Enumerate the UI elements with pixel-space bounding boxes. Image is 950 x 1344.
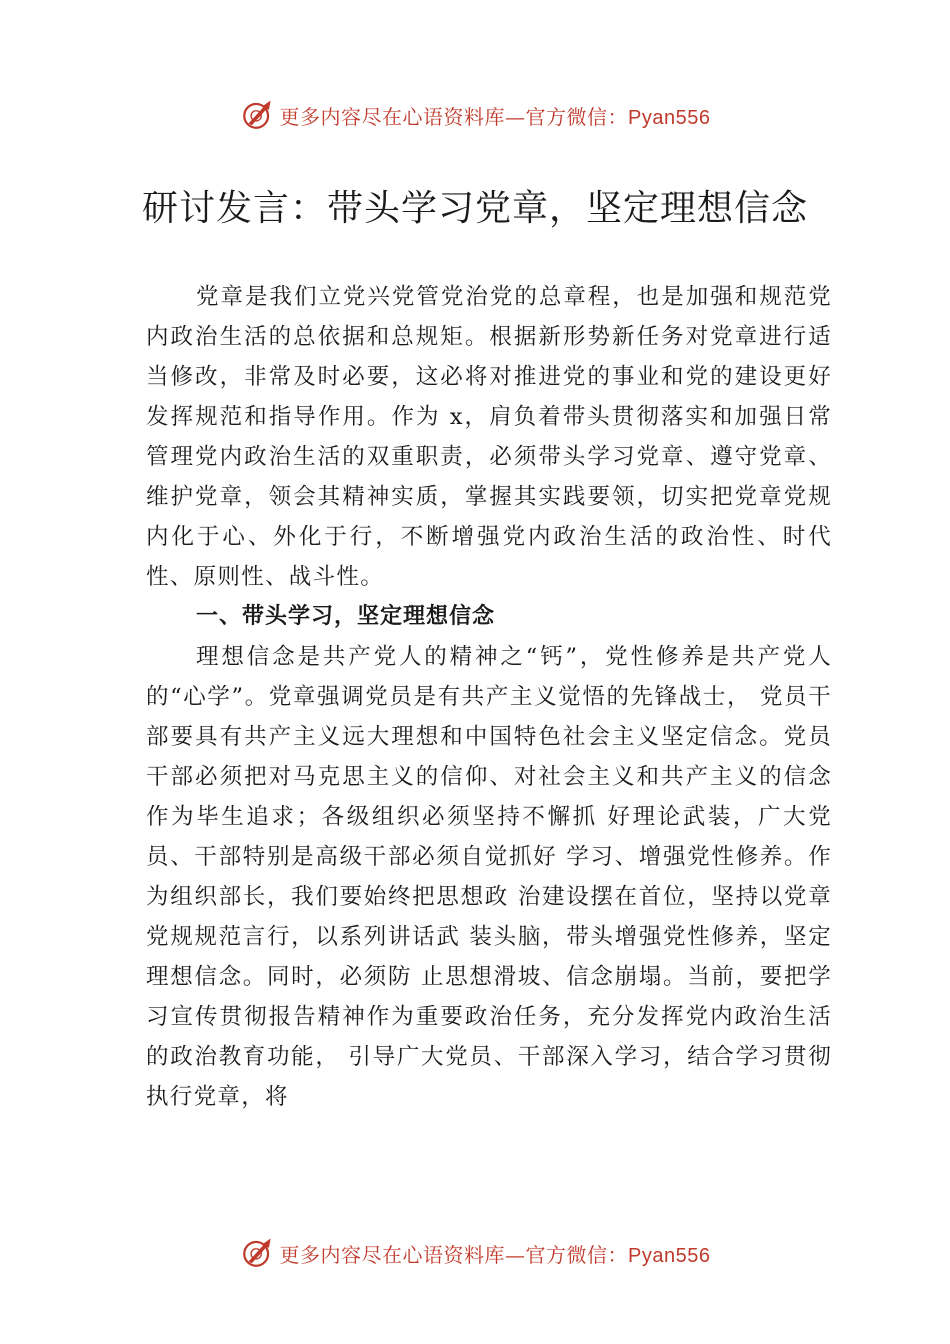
wechat-id: Pyan556 — [628, 106, 711, 129]
banner-text — [280, 101, 711, 130]
section-paragraph: 理想信念是共产党人的精神之“钙”，党性修养是共产党人的“心学”。党章强调党员是有共产主义觉悟的先锋战士， 党员干部要具有共产主义远大理想和中国特色社会主义坚定信念。党员干部必须把对马克思主义的信仰、对社会主义和共产主义的信念作为毕生追求；各级组织必须坚持不懈抓 好理论武装，广大党员、干部特别是高级干部必须自觉抓好 学习、增强党性修养。作为组织部长，我们要始终把思想政 治建设摆在首位，坚持以党章党规规范言行，以系列讲话武 装头脑，带头增强党性修养，坚定理想信念。同时，必须防 止思想滑坡、信念崩塌。当前，要把学习宣传贯彻报告精神作为重要政治任务，充分发挥党内政治生活的政治教育功能， 引导广大党员、干部深入学习，结合学习贯彻执行党章，将 — [146, 644, 832, 1110]
document-title: 研讨发言：带头学习党章，坚定理想信念 — [141, 188, 808, 229]
quill-logo-icon — [240, 98, 274, 132]
quill-logo-icon — [240, 1236, 274, 1270]
banner-text — [280, 1239, 711, 1268]
section-heading: 一、带头学习，坚定理想信念 — [196, 604, 496, 629]
header-banner — [0, 95, 950, 135]
banner-label: 更多内容尽在心语资料库—官方微信： — [279, 1242, 629, 1267]
banner-label: 更多内容尽在心语资料库—官方微信： — [279, 104, 629, 129]
wechat-id: Pyan556 — [628, 1244, 711, 1267]
document-body — [146, 277, 832, 1117]
intro-paragraph: 党章是我们立党兴党管党治党的总章程，也是加强和规范党内政治生活的总依据和总规矩。根据新形势新任务对党章进行适当修改，非常及时必要，这必将对推进党的事业和党的建设更好发挥规范和指导作用。作为 x，肩负着带头贯彻落实和加强日常管理党内政治生活的双重职责，必须带头学习党章、遵守党章、维护党章，领会其精神实质，掌握其实践要领，切实把党章党规内化于心、外化于行，不断增强党内政治生活的政治性、时代性、原则性、战斗性。 — [146, 284, 832, 590]
footer-banner — [0, 1233, 950, 1273]
